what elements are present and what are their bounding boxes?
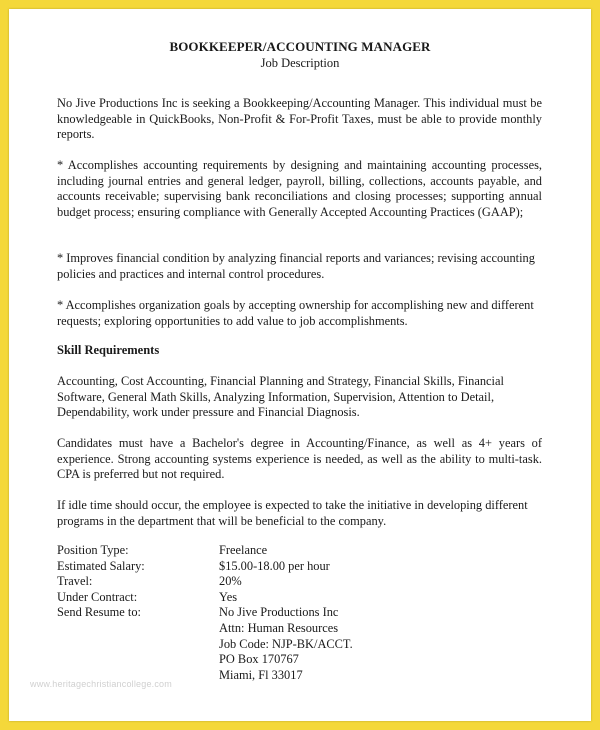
document-subtitle: Job Description [260,56,340,70]
address-line: Job Code: NJP-BK/ACCT. [219,636,353,651]
address-line: No Jive Productions Inc [219,605,339,620]
intro-paragraph: No Jive Productions Inc is seeking a Bookkeeping/Accounting Manager. This individual must be knowledgeable in QuickBooks, Non-Profit & For-Profit Taxes, must be able to provide monthly reports. [57,96,542,141]
duty-paragraph: * Improves financial condition by analyzing financial reports and variances; revising accounting policies and practices and internal control procedures. [57,251,535,281]
detail-label: Under Contract: [57,589,138,604]
document-title: BOOKKEEPER/ACCOUNTING MANAGER [169,39,431,54]
address-line: PO Box 170767 [219,652,299,667]
detail-label: Estimated Salary: [57,558,145,573]
idle-time-paragraph: If idle time should occur, the employee is expected to take the initiative in developing different programs in the department that will be beneficial to the company. [57,498,528,528]
watermark: www.heritagechristiancollege.com [30,679,172,689]
duty-paragraph: * Accomplishes accounting requirements by designing and maintaining accounting processes, including journal entries and general ledger, payroll, billing, collections, accounts payable, and accounts receivable; supervising bank reconciliations and closing processes; supporting annual budget process; ensuring compliance with Generally Accepted Accounting Practices (GAAP); [57,158,542,219]
detail-row-contract [57,590,457,606]
duty-paragraph: * Accomplishes organization goals by accepting ownership for accomplishing new and different requests; exploring opportunities to add value to job accomplishments. [57,298,534,328]
detail-value: 20% [219,574,242,589]
detail-label: Travel: [57,574,93,589]
address-line: Attn: Human Resources [219,620,339,635]
job-details [57,543,457,683]
detail-value: Yes [219,589,238,604]
detail-value: $15.00-18.00 per hour [219,558,330,573]
skills-paragraph: Accounting, Cost Accounting, Financial Planning and Strategy, Financial Skills, Financial Software, General Math Skills, Analyzing Information, Supervision, Attention to Detail, Dependability, work under pressure and Financial Diagnosis. [57,374,504,419]
address-line: Miami, Fl 33017 [219,667,303,682]
skills-heading: Skill Requirements [57,343,160,357]
detail-row-travel [57,574,457,590]
detail-row-position-type [57,543,457,559]
detail-row-resume [57,605,457,621]
candidates-paragraph: Candidates must have a Bachelor's degree in Accounting/Finance, as well as 4+ years of experience. Strong accounting systems experience is needed, as well as the ability to multi-task. CPA is preferred but not required. [57,436,542,481]
detail-label: Position Type: [57,543,129,557]
detail-value: Freelance [219,543,268,557]
detail-row-salary [57,559,457,575]
detail-label: Send Resume to: [57,605,141,620]
